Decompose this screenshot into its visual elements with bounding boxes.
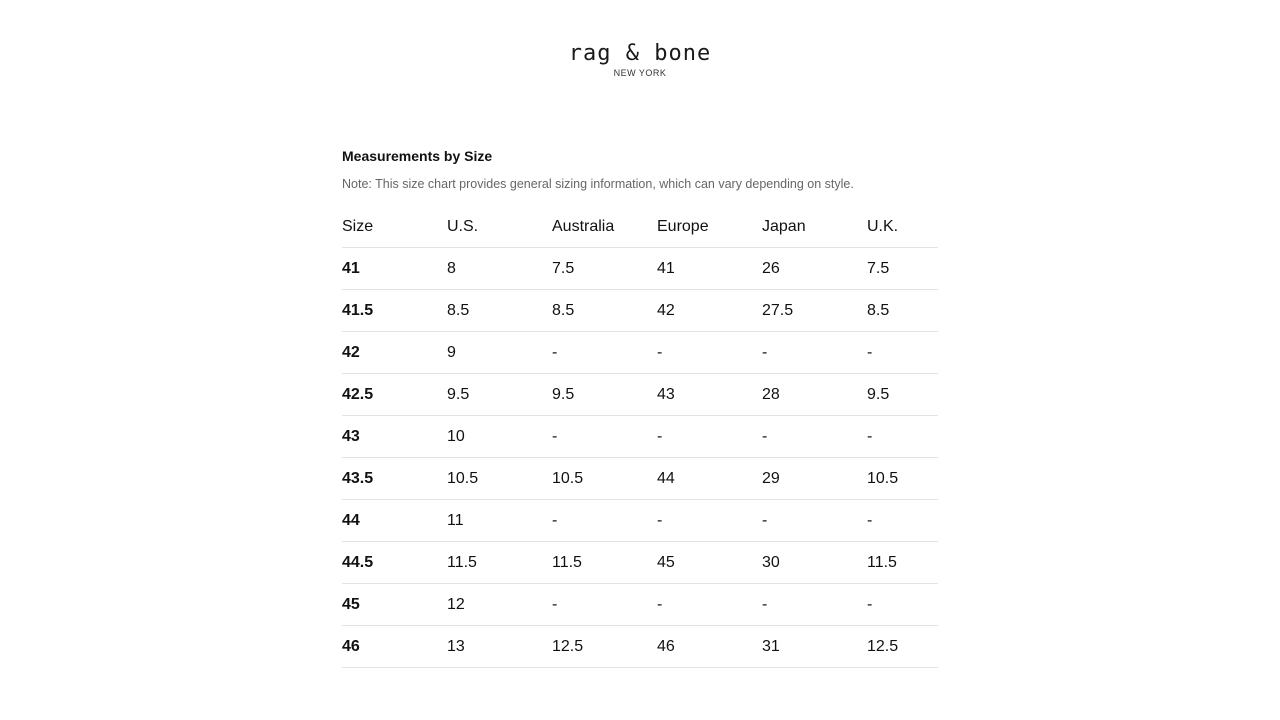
brand-city: NEW YORK [613, 68, 667, 78]
cell-australia: 7.5 [552, 248, 657, 290]
cell-australia: 9.5 [552, 374, 657, 416]
cell-japan: 29 [762, 458, 867, 500]
cell-uk: 12.5 [867, 626, 938, 668]
cell-size: 46 [342, 626, 447, 668]
cell-europe: 42 [657, 290, 762, 332]
cell-size: 43 [342, 416, 447, 458]
cell-australia: - [552, 500, 657, 542]
header-europe: Europe [657, 206, 762, 248]
cell-japan: - [762, 416, 867, 458]
cell-uk: - [867, 500, 938, 542]
cell-us: 9 [447, 332, 552, 374]
cell-uk: 8.5 [867, 290, 938, 332]
cell-uk: 9.5 [867, 374, 938, 416]
cell-europe: 45 [657, 542, 762, 584]
size-chart-section [342, 146, 938, 668]
cell-japan: 27.5 [762, 290, 867, 332]
cell-europe: - [657, 416, 762, 458]
size-table [342, 206, 938, 668]
cell-europe: 46 [657, 626, 762, 668]
cell-us: 11 [447, 500, 552, 542]
cell-us: 13 [447, 626, 552, 668]
brand-logo [0, 40, 1280, 78]
cell-uk: 10.5 [867, 458, 938, 500]
cell-uk: - [867, 584, 938, 626]
table-row [342, 584, 938, 626]
cell-japan: 28 [762, 374, 867, 416]
cell-australia: 10.5 [552, 458, 657, 500]
cell-europe: - [657, 584, 762, 626]
cell-us: 8.5 [447, 290, 552, 332]
cell-uk: 11.5 [867, 542, 938, 584]
header-uk: U.K. [867, 206, 938, 248]
cell-australia: 11.5 [552, 542, 657, 584]
cell-us: 8 [447, 248, 552, 290]
cell-us: 10 [447, 416, 552, 458]
cell-uk: 7.5 [867, 248, 938, 290]
cell-size: 44 [342, 500, 447, 542]
cell-japan: - [762, 332, 867, 374]
cell-us: 11.5 [447, 542, 552, 584]
cell-size: 45 [342, 584, 447, 626]
cell-japan: 26 [762, 248, 867, 290]
cell-europe: 41 [657, 248, 762, 290]
cell-australia: 8.5 [552, 290, 657, 332]
table-row [342, 458, 938, 500]
cell-uk: - [867, 416, 938, 458]
cell-size: 44.5 [342, 542, 447, 584]
cell-europe: - [657, 332, 762, 374]
cell-uk: - [867, 332, 938, 374]
cell-size: 41 [342, 248, 447, 290]
cell-size: 43.5 [342, 458, 447, 500]
cell-us: 9.5 [447, 374, 552, 416]
cell-australia: 12.5 [552, 626, 657, 668]
cell-australia: - [552, 584, 657, 626]
cell-australia: - [552, 332, 657, 374]
cell-japan: - [762, 500, 867, 542]
header-australia: Australia [552, 206, 657, 248]
cell-us: 12 [447, 584, 552, 626]
cell-australia: - [552, 416, 657, 458]
brand-name: rag & bone [568, 41, 712, 66]
cell-size: 42 [342, 332, 447, 374]
header-size: Size [342, 206, 447, 248]
cell-europe: - [657, 500, 762, 542]
table-header-row [342, 206, 938, 248]
section-heading: Measurements by Size [342, 148, 493, 164]
header-us: U.S. [447, 206, 552, 248]
cell-size: 42.5 [342, 374, 447, 416]
cell-us: 10.5 [447, 458, 552, 500]
table-row [342, 374, 938, 416]
cell-size: 41.5 [342, 290, 447, 332]
table-row [342, 542, 938, 584]
table-row [342, 500, 938, 542]
table-row [342, 332, 938, 374]
cell-europe: 44 [657, 458, 762, 500]
table-row [342, 626, 938, 668]
cell-japan: 30 [762, 542, 867, 584]
cell-europe: 43 [657, 374, 762, 416]
table-row [342, 290, 938, 332]
table-row [342, 248, 938, 290]
cell-japan: 31 [762, 626, 867, 668]
table-row [342, 416, 938, 458]
header-japan: Japan [762, 206, 867, 248]
cell-japan: - [762, 584, 867, 626]
sizing-note: Note: This size chart provides general sizing information, which can vary depending on style. [342, 177, 854, 191]
